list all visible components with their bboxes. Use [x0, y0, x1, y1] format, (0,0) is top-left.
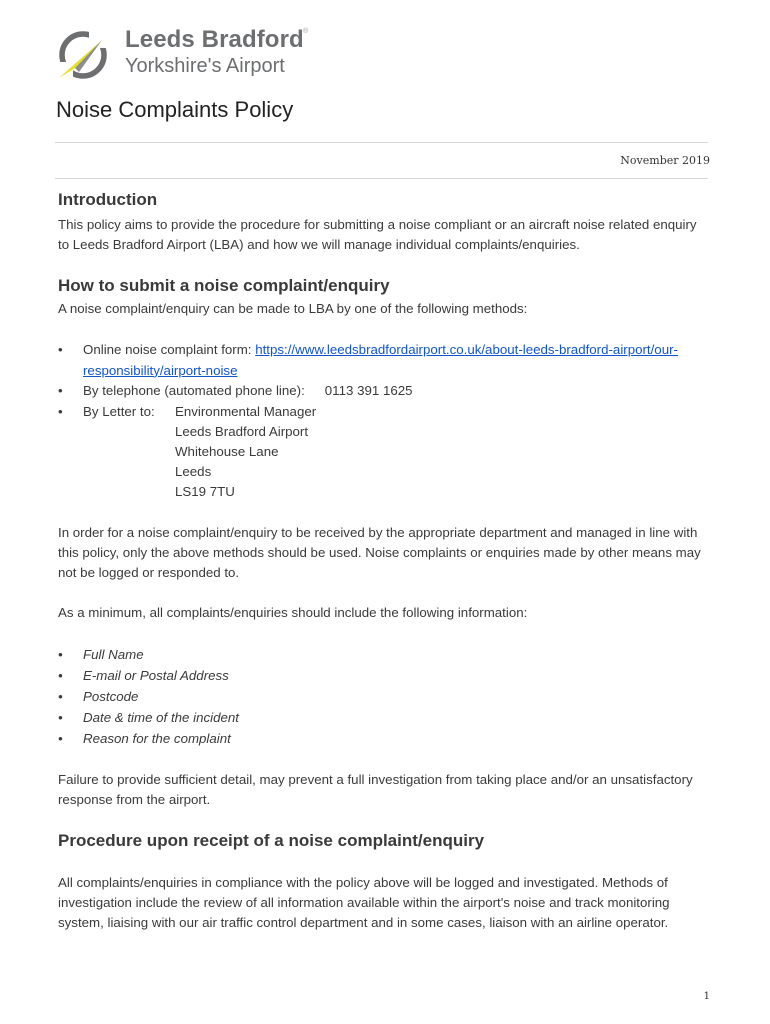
postal-address: [175, 402, 708, 502]
contact-methods-list: [58, 340, 708, 502]
required-item: Postcode: [83, 688, 139, 704]
page-number: 1: [703, 991, 710, 1002]
bullet-icon: •: [58, 688, 63, 704]
brand-tagline: Yorkshire's Airport: [125, 55, 285, 77]
address-line: Whitehouse Lane: [175, 443, 279, 459]
registered-mark: ®: [303, 28, 309, 35]
airport-swoosh-logo-icon: [55, 28, 115, 82]
required-item: E-mail or Postal Address: [83, 667, 229, 683]
procedure-paragraph: All complaints/enquiries in compliance with the policy above will be logged and investigated. Methods of investigation include the review of all information available within the airport's noise and track monitoring system, liaising with our air traffic control department and in some cases, liaison with an airline operator.: [58, 874, 670, 930]
bullet-icon: •: [58, 730, 63, 746]
address-line: Leeds: [175, 463, 212, 479]
submit-lead: A noise complaint/enquiry can be made to LBA by one of the following methods:: [58, 301, 528, 316]
document-body: [58, 189, 708, 933]
list-item: [58, 381, 708, 402]
bullet-icon: •: [58, 646, 63, 662]
required-item: Reason for the complaint: [83, 730, 231, 746]
brand-name: Leeds Bradford: [125, 26, 304, 53]
address-line: Environmental Manager: [175, 403, 317, 419]
list-item: [58, 644, 708, 665]
bullet-icon: •: [58, 342, 63, 357]
address-line: LS19 7TU: [175, 483, 235, 499]
lba-logo: [55, 22, 325, 84]
submit-heading: How to submit a noise complaint/enquiry: [58, 276, 390, 295]
date-divider: [55, 178, 708, 179]
online-form-label: Online noise complaint form:: [83, 342, 256, 357]
list-item: [58, 707, 708, 728]
address-line: Leeds Bradford Airport: [175, 423, 309, 439]
phone-number: 0113 391 1625: [324, 383, 413, 398]
document-date: November 2019: [620, 154, 710, 167]
page-title: Noise Complaints Policy: [56, 97, 294, 122]
list-item: [58, 728, 708, 749]
letter-label: By Letter to:: [83, 403, 155, 419]
intro-paragraph: This policy aims to provide the procedure for submitting a noise compliant or an aircraft noise related enquiry to Leeds Bradford Airport (LBA) and how we will manage individual complaints/enquiries.: [58, 217, 697, 252]
bullet-icon: •: [58, 383, 63, 398]
bullet-icon: •: [58, 709, 63, 725]
minimum-info-paragraph: As a minimum, all complaints/enquiries should include the following information:: [58, 604, 528, 620]
procedure-heading: Procedure upon receipt of a noise complaint/enquiry: [58, 830, 485, 850]
airport-noise-link[interactable]: https://www.leedsbradfordairport.co.uk/about-leeds-bradford-airport/our-responsibility/airport-noise: [83, 342, 678, 378]
required-info-list: [58, 644, 708, 749]
bullet-icon: •: [58, 667, 63, 683]
title-divider: [55, 142, 708, 143]
list-item: [58, 665, 708, 686]
methods-paragraph: In order for a noise complaint/enquiry to be received by the appropriate department and managed in line with this policy, only the above methods should be used. Noise complaints or enquiries made by other means may not be logged or responded to.: [58, 524, 701, 580]
phone-label: By telephone (automated phone line):: [83, 383, 305, 398]
required-item: Full Name: [83, 646, 144, 662]
bullet-icon: •: [58, 403, 63, 419]
list-item: [58, 402, 708, 502]
failure-paragraph: Failure to provide sufficient detail, may prevent a full investigation from taking place and/or an unsatisfactory response from the airport.: [58, 771, 693, 807]
intro-heading: Introduction: [58, 190, 158, 209]
list-item: [58, 686, 708, 707]
required-item: Date & time of the incident: [83, 709, 239, 725]
list-item: [58, 340, 708, 381]
